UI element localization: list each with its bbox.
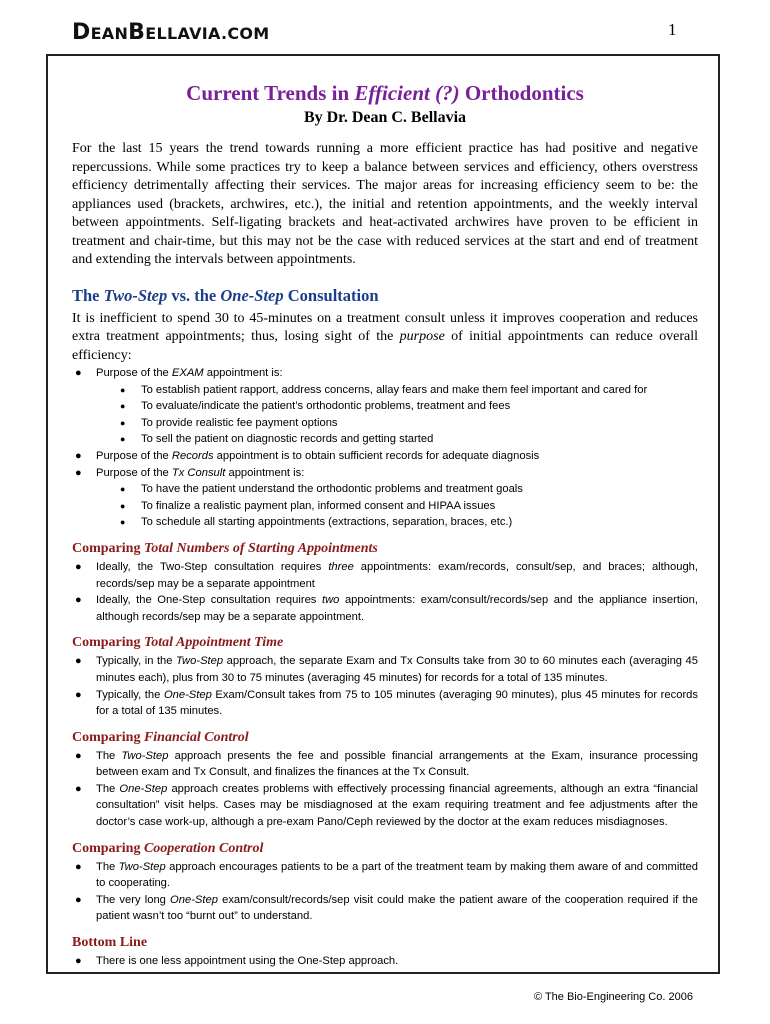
purpose-list [72,365,698,531]
list-item: ● To sell the patient on diagnostic records and getting started [120,433,434,446]
list-item: ● To evaluate/indicate the patient’s orthodontic problems, treatment and fees [120,400,511,413]
article-body [72,80,698,970]
consultation-heading: The Two-Step vs. the One-Step Consultation [72,285,379,305]
list-item: ● To schedule all starting appointments (extractions, separation, braces, etc.) [120,516,513,529]
list-item: ● The very long One-Step exam/consult/records/sep visit could make the patient aware of the cooperation required if the patient wasn’t too “burnt out” to understand. [75,893,698,923]
list-item: ● There is one less appointment using the One-Step approach. [75,955,399,968]
list-item: ● The One-Step approach creates problems with effectively processing financial agreements, although an extra “financial consultation” visit helps. Cases may be misdiagnosed at the exam requiring treatment and fee adjustments after the doctor’s case work-up, although a pre-exam Pano/Ceph reviewed by the doctor at the exam reduces misdiagnoses. [75,782,699,829]
list-item: ● Purpose of the EXAM appointment is: ● To establish patient rapport, address concerns, allay fears and make them feel important and cared for ● To evaluate/indicate the patient’s orthodontic problems, treatment and fees ● To provide realistic fee payment options ● To sell the patient on diagnostic records and getting started [72,365,698,448]
list-item: ● The Two-Step approach encourages patients to be a part of the treatment team by making them aware of and committed to cooperating. [75,860,699,890]
article-byline: By Dr. Dean C. Bellavia [303,109,467,126]
list-item: ● To finalize a realistic payment plan, informed consent and HIPAA issues [120,499,496,512]
consultation-paragraph: It is inefficient to spend 30 to 45-minutes on a treatment consult unless it improves cooperation and reduces extra treatment appointments; thus, losing sight of the purpose of initial appointments can reduce overall efficiency: [72,310,698,363]
cooperation-control-list [72,859,698,925]
page-number: 1 [668,20,677,39]
bottom-line-list [72,953,698,970]
cooperation-control-heading: Comparing Cooperation Control [72,840,264,856]
list-item: ● The Two-Step approach presents the fee and possible financial arrangements at the Exam, insurance processing between exam and Tx Consult, and finalizes the finances at the Tx Consult. [75,749,698,779]
list-item: ● To provide realistic fee payment options [120,416,338,429]
starting-appointments-list [72,559,698,625]
appointment-time-heading: Comparing Total Appointment Time [72,635,284,651]
list-item: ● Ideally, the One-Step consultation requires two appointments: exam/consult/records/sep and the appliance insertion, although records/sep may be a separate appointment. [75,594,698,623]
copyright-footer: © The Bio-Engineering Co. 2006 [534,991,693,1003]
site-logo: DEANBELLAVIA.COM [72,20,270,45]
list-item: ● Typically, the One-Step Exam/Consult takes from 75 to 105 minutes (averaging 90 minutes), plus 45 minutes for records for a total of 135 minutes. [75,688,698,718]
exam-purpose-sublist [96,382,698,448]
starting-appointments-heading: Comparing Total Numbers of Starting Appointments [72,540,378,556]
financial-control-list [72,748,698,831]
bottom-line-heading: Bottom Line [72,935,148,951]
financial-control-heading: Comparing Financial Control [72,729,249,745]
list-item: ● To have the patient understand the orthodontic problems and treatment goals [120,483,523,496]
list-item: ● Purpose of the Records appointment is to obtain sufficient records for adequate diagnosis [75,449,540,462]
list-item: ● Ideally, the Two-Step consultation requires three appointments: exam/records, consult/sep, and braces; although, records/sep may be a separate appointment [75,560,698,590]
intro-paragraph: For the last 15 years the trend towards running a more efficient practice has had positive and negative repercussions. While some practices try to keep a balance between services and efficiency, others overstress efficiency detrimentally affecting their services. The major areas for increasing efficiency seem to be: the appliances used (brackets, archwires, etc.), the initial and retention appointments, and the weekly interval between appointments. Self-ligating brackets and heat-activated archwires have proven to be efficient in treatment and chair-time, but this may not be the case with reduced services at the start and end of treatment and extending the intervals between appointments. [72,141,698,267]
appointment-time-list [72,653,698,719]
list-item: ● To establish patient rapport, address concerns, allay fears and make them feel important and cared for [120,383,648,396]
article-title: Current Trends in Efficient (?) Orthodontics [186,81,584,105]
list-item: ● Purpose of the Tx Consult appointment is: ● To have the patient understand the orthodontic problems and treatment goals ● To finalize a realistic payment plan, informed consent and HIPAA issues ● To schedule all starting appointments (extractions, separation, braces, etc.) [72,465,698,531]
list-item: ● Typically, in the Two-Step approach, the separate Exam and Tx Consults take from 30 to 60 minutes each (averaging 45 minutes each), plus from 30 to 75 minutes (averaging 45 minutes) for records for a total of 135 minutes. [75,655,698,684]
consult-purpose-sublist [96,481,698,531]
